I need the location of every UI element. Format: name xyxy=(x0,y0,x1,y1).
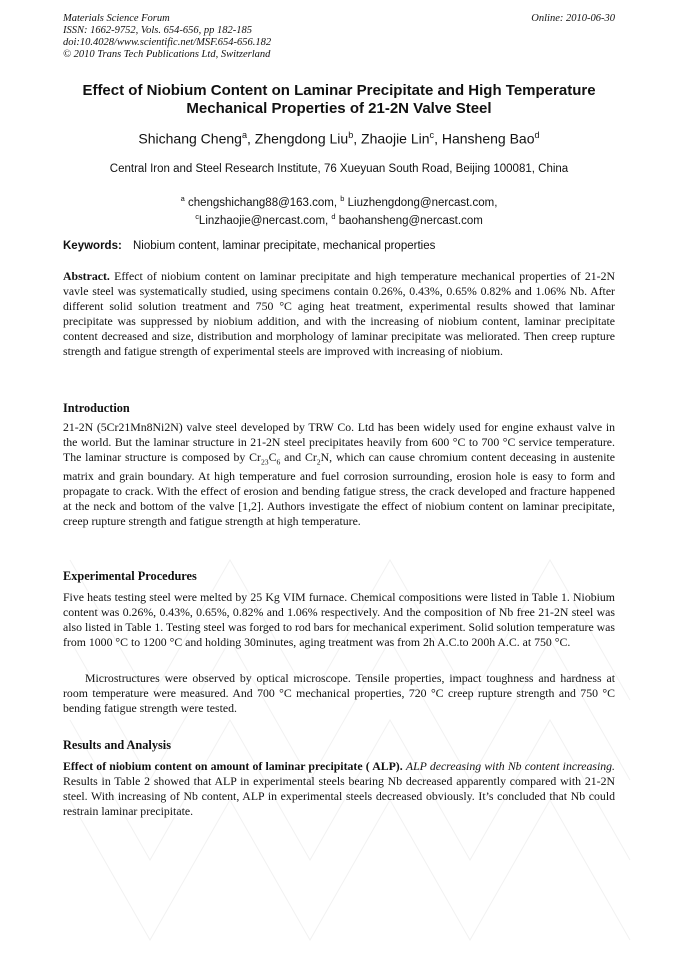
section-heading-introduction: Introduction xyxy=(63,401,130,415)
copyright-line: © 2010 Trans Tech Publications Ltd, Switzerland xyxy=(63,49,271,60)
author-name: Zhaojie Lin xyxy=(361,130,430,147)
email-list: $^a$ chengshichang88@163.com, $^b$ Liuzhengdong@nercast.com, $^c$Linzhaojie@nercast.com, $^d$ baohansheng@nercast.com xyxy=(180,194,498,227)
issn-line: ISSN: 1662-9752, Vols. 654-656, pp 182-185 xyxy=(63,25,252,36)
abstract xyxy=(63,269,615,359)
keywords-line xyxy=(63,240,435,252)
results-text: Results in Table 2 showed that ALP in experimental steels bearing Nb decreased apparently compared with 21-2N steel. With increasing of Nb content, ALP in experimental steels decreased obviously. It’s concluded that Nb could restrain laminar precipitate. xyxy=(63,774,615,818)
results-paragraph xyxy=(63,759,615,819)
author-name: Shichang Cheng xyxy=(138,130,242,147)
results-subheading-italic: ALP decreasing with Nb content increasing. xyxy=(405,759,615,773)
email-mark: c xyxy=(195,211,199,221)
experimental-paragraph-1: Five heats testing steel were melted by 25 Kg VIM furnace. Chemical compositions were listed in Table 1. Niobium content was 0.26%, 0.43%, 0.65%, 0.82% and 1.06% respectively. And the composition of Nb free 21-2N steel was also listed in Table 1. Testing steel was forged to rod bars for mechanical experiment. Solid solution temperature was from 1000 °C to 1200 °C and holding 30minutes, aging treatment was from 2h A.C.to 200h A.C. at 750 °C. xyxy=(63,590,616,649)
chem-formula: Cr xyxy=(305,450,317,464)
chem-subscript: 23 xyxy=(260,457,269,467)
abstract-label: Abstract. xyxy=(63,269,110,283)
author-name: Zhengdong Liu xyxy=(254,130,349,147)
chem-subscript: 6 xyxy=(276,457,281,467)
email-address: Liuzhengdong@nercast.com xyxy=(347,196,495,209)
introduction-paragraph xyxy=(63,420,615,529)
intro-text: and xyxy=(280,450,305,464)
author-mark: b xyxy=(348,130,354,140)
intro-text: 21-2N (5Cr21Mn8Ni2N) valve steel developed by TRW Co. Ltd has been widely used for engine exhaust valve in the world. But the laminar structure in 21-2N steel precipitates heavily from 600 °C to 700 °C service temperature. The laminar structure is composed by xyxy=(63,420,615,464)
email-address: chengshichang88@163.com xyxy=(187,196,334,209)
journal-header xyxy=(63,13,271,61)
email-mark: d xyxy=(331,211,336,221)
author-name: Hansheng Bao xyxy=(441,130,535,147)
abstract-text: Effect of niobium content on laminar precipitate and high temperature mechanical properties of 21-2N vavle steel was systematically studied, using specimens contain 0.26%, 0.43%, 0.65% 0.82% and 1.06% Nb. After different solid solution treatment and 750 °C aging heat treatment, experimental results showed that laminar precipitate was suppressed by niobium addition, and with the increasing of niobium content, laminar precipitate content decreased and size, distribution and morphology of laminar precipitate was meliorated. Then creep rupture strength and fatigue strength of experimental steels are improved with increasing of niobium. xyxy=(63,269,615,358)
section-heading-results: Results and Analysis xyxy=(63,738,171,752)
author-mark: c xyxy=(429,130,435,140)
email-address: baohansheng@nercast.com xyxy=(338,214,483,227)
chem-subscript: 2 xyxy=(316,457,321,467)
chem-formula: N xyxy=(320,450,330,464)
online-date: Online: 2010-06-30 xyxy=(531,13,615,24)
paper-title: Effect of Niobium Content on Laminar Precipitate and High Temperature Mechanical Properties of 21-2N Valve Steel xyxy=(82,82,596,117)
author-mark: d xyxy=(534,130,540,140)
affiliation: Central Iron and Steel Research Institute, 76 Xueyuan South Road, Beijing 100081, China xyxy=(109,163,569,175)
email-address: Linzhaojie@nercast.com xyxy=(198,214,326,227)
journal-name: Materials Science Forum xyxy=(63,13,170,24)
author-mark: a xyxy=(241,130,247,140)
keywords-text: Niobium content, laminar precipitate, mechanical properties xyxy=(133,240,436,252)
chem-formula: C xyxy=(268,450,277,464)
section-heading-experimental: Experimental Procedures xyxy=(63,569,197,583)
email-mark: b xyxy=(340,194,345,203)
experimental-paragraph-2: Microstructures were observed by optical microscope. Tensile properties, impact toughness and hardness at room temperature were measured. And 700 °C mechanical properties, 720 °C creep rupture strength and 750 °C bending fatigue strength were tested. xyxy=(63,671,615,715)
chem-formula: Cr xyxy=(249,450,261,464)
intro-text: , which can cause chromium content deceasing in austenite matrix and grain boundary. At high temperature and fuel corrosion surrounding, erosion hole is easy to form and propagate to crack. With the effect of erosion and bending fatigue stress, the crack developed and fracture happened at the neck and bottom of the valve [1,2]. Authors investigate the effect of niobium content on laminar precipitate, creep rupture strength and fatigue strength at high temperature. xyxy=(63,450,615,529)
author-list: Shichang Cheng$^a$, Zhengdong Liu$^b$, Zhaojie Lin$^c$, Hansheng Bao$^d$ xyxy=(138,130,540,147)
email-mark: a xyxy=(180,194,185,203)
results-subheading: Effect of niobium content on amount of laminar precipitate ( ALP). xyxy=(63,759,403,773)
doi-line: doi:10.4028/www.scientific.net/MSF.654-656.182 xyxy=(63,37,272,48)
keywords-label: Keywords: xyxy=(63,240,122,252)
